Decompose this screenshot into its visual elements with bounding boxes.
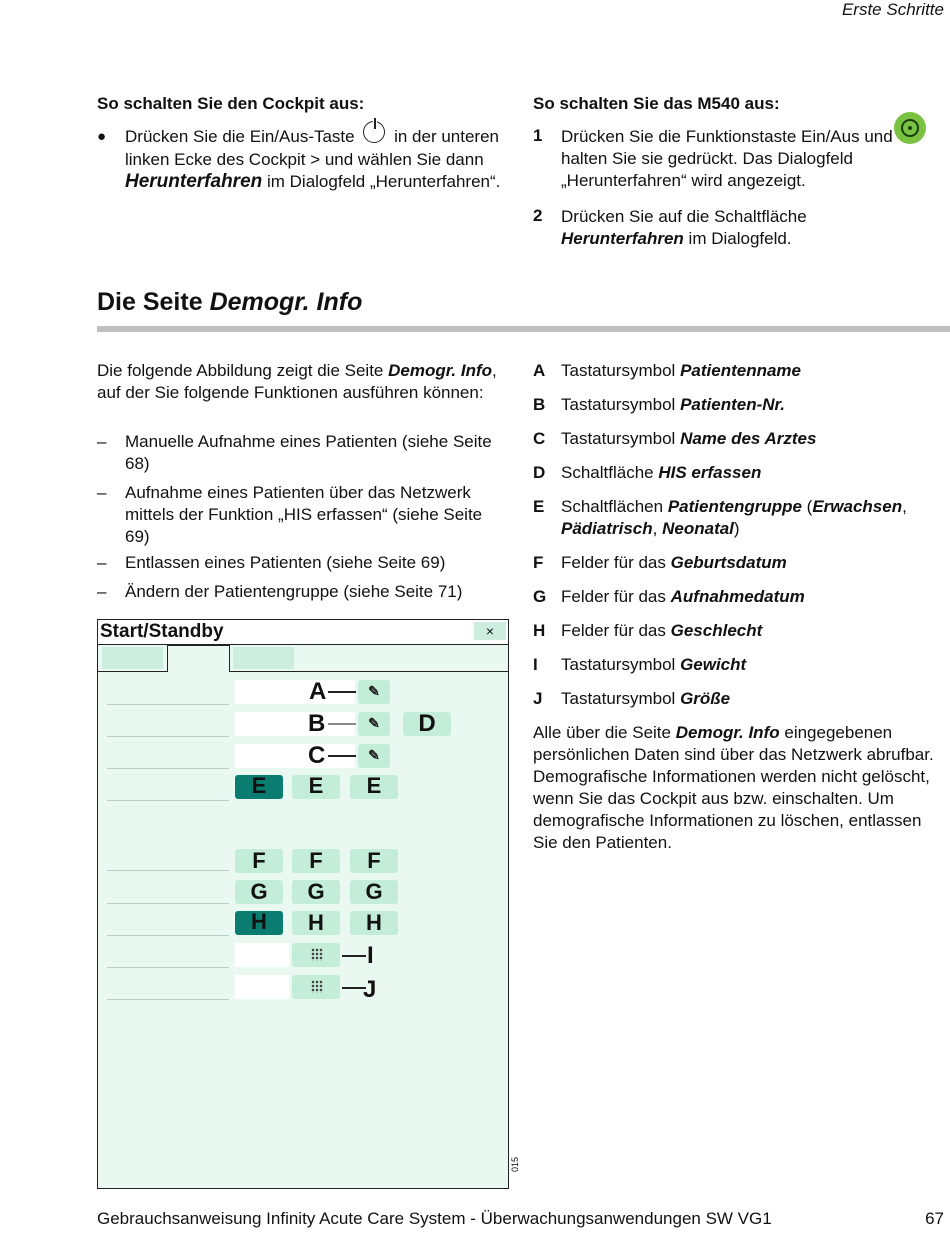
cockpit-shutdown-heading: So schalten Sie den Cockpit aus: [97,94,365,113]
intro-item: Aufnahme eines Patienten über das Netzwerk mittels der Funktion „HIS erfassen“ (siehe Seite 69) [125,483,483,546]
birth-date-field[interactable]: F [292,849,340,873]
label-line [107,800,229,801]
height-keypad-button[interactable] [292,975,340,999]
pencil-icon: ✎ [368,747,380,763]
label-line [107,999,229,1000]
tab-1[interactable] [102,647,163,669]
closing-bold: Demogr. Info [675,723,780,742]
legend-bold: Patientenname [680,361,801,380]
patient-id-keyboard-button[interactable] [358,712,390,736]
label-line [107,967,229,968]
step1-text: Drücken Sie die Funktionstaste Ein/Aus und halten Sie sie gedrückt. Das Dialogfeld „Herunterfahren“ wird angezeigt. [561,127,893,190]
legend-bold: Name des Arztes [680,429,817,448]
legend-bold: Größe [680,689,731,708]
callout-d: D [418,710,436,737]
patient-category-pediatric-button[interactable]: E [292,775,340,799]
section-title-plain: Die Seite [97,288,203,316]
step1-number: 1 [533,126,543,145]
legend-bold: Gewicht [680,655,747,674]
closing-pre: Alle über die Seite [533,723,671,742]
legend-paren: ) [733,519,740,538]
patient-name-keyboard-button[interactable] [358,680,390,704]
legend-letter: F [533,553,544,572]
running-header: Erste Schritte [841,0,944,19]
pencil-icon: ✎ [368,683,380,699]
bullet-dot: ● [97,128,107,145]
legend-bold: Patientengruppe [667,497,802,516]
admit-date-field[interactable]: G [350,880,398,904]
step2-number: 2 [533,206,543,225]
closing-paragraph [533,722,938,854]
intro-dash: – [97,483,107,502]
callout-a: A [309,678,327,705]
height-field[interactable] [235,975,289,999]
legend-letter: I [533,655,538,674]
legend-pre: Felder für das [561,621,666,640]
step2-post: im Dialogfeld. [688,229,792,248]
demogr-info-figure [97,619,509,1189]
legend-bold: Pädiatrisch [561,519,653,538]
legend-sep: , [902,497,907,516]
intro-text [97,360,512,404]
figure-id: 015 [510,1156,520,1172]
callout-line [328,723,356,725]
weight-keypad-button[interactable] [292,943,340,967]
patient-category-adult-button[interactable]: E [235,775,283,799]
tab-bar [98,645,508,672]
section-title [97,288,362,317]
power-icon [363,121,385,143]
callout-line [328,691,356,693]
keypad-icon [311,948,323,961]
label-line [107,870,229,871]
legend-letter: H [533,621,546,640]
step2-pre: Drücken Sie auf die Schaltfläche [561,207,807,226]
legend-bold: Geschlecht [670,621,763,640]
closing-post: eingegebenen persönlichen Daten sind über das Netzwerk abrufbar. Demografische Informationen werden nicht gelöscht, wenn Sie das Cockpit aus bzw. einschalten. Um demografische Informationen zu löschen, entlassen Sie den Patienten. [533,723,934,852]
legend-paren: ( [801,497,813,516]
legend-pre: Schaltflächen [561,497,664,516]
page-number: 67 [925,1209,944,1228]
callout-j: J [363,976,377,1003]
legend-bold: Neonatal [662,519,734,538]
pencil-icon: ✎ [368,715,380,731]
physician-name-keyboard-button[interactable] [358,744,390,768]
tab-demogr-info[interactable] [167,645,230,672]
section-title-italic: Demogr. Info [209,288,363,316]
legend-pre: Tastatursymbol [561,395,676,414]
callout-c: C [308,742,326,769]
intro-bold: Demogr. Info [388,361,493,380]
cockpit-shutdown-text [125,126,515,193]
birth-date-field[interactable]: F [235,849,283,873]
callout-i: I [367,942,374,969]
gender-button[interactable]: H [235,911,283,935]
legend-pre: Tastatursymbol [561,655,676,674]
step2-bold: Herunterfahren [561,229,684,248]
birth-date-field[interactable]: F [350,849,398,873]
legend-letter: C [533,429,546,448]
close-icon[interactable]: × [474,622,506,640]
legend-bold: Geburtsdatum [670,553,787,572]
admit-date-field[interactable]: G [235,880,283,904]
callout-line [328,755,356,757]
callout-line [342,955,366,957]
patient-category-neonatal-button[interactable]: E [350,775,398,799]
intro-item: Manuelle Aufnahme eines Patienten (siehe Seite 68) [125,432,492,473]
his-admit-button[interactable] [403,712,451,736]
legend-pre: Felder für das [561,553,666,572]
legend-letter: E [533,497,545,516]
window-titlebar [98,620,508,645]
gender-button[interactable]: H [350,911,398,935]
legend-pre: Schaltfläche [561,463,654,482]
m540-shutdown-heading: So schalten Sie das M540 aus: [533,94,780,113]
legend-letter: D [533,463,546,482]
legend-bold: Patienten-Nr. [680,395,785,414]
intro-post: , auf der Sie folgende Funktionen ausführen können: [97,361,497,402]
label-line [107,704,229,705]
keypad-icon [311,980,323,993]
callout-b: B [308,710,326,737]
gender-button[interactable]: H [292,911,340,935]
legend-letter: A [533,361,546,380]
legend-letter: G [533,587,547,606]
legend-sep: , [652,519,663,538]
label-line [107,736,229,737]
legend-letter: J [533,689,543,708]
bullet-text-post: im Dialogfeld „Herunterfahren“. [266,171,501,191]
legend-pre: Felder für das [561,587,666,606]
bullet-text-bold: Herunterfahren [125,170,263,192]
footer-text: Gebrauchsanweisung Infinity Acute Care System - Überwachungsanwendungen SW VG1 [97,1209,772,1228]
label-line [107,768,229,769]
label-line [107,935,229,936]
intro-pre: Die folgende Abbildung zeigt die Seite [97,361,384,380]
intro-item: Ändern der Patientengruppe (siehe Seite 71) [125,582,463,601]
bullet-text-mid: in der unteren linken Ecke des Cockpit > und wählen Sie dann [125,127,499,169]
section-rule [97,326,950,332]
legend-bold: Erwachsen [812,497,903,516]
step2-text [561,206,926,250]
window-title: Start/Standby [100,621,224,642]
intro-dash: – [97,553,107,572]
tab-3[interactable] [233,647,294,669]
intro-dash: – [97,582,107,601]
bullet-text-pre: Drücken Sie die Ein/Aus-Taste [125,127,355,146]
legend-bold: HIS erfassen [658,463,762,482]
label-line [107,903,229,904]
intro-dash: – [97,432,107,451]
legend-letter: B [533,395,546,414]
admit-date-field[interactable]: G [292,880,340,904]
legend-pre: Tastatursymbol [561,429,676,448]
legend-pre: Tastatursymbol [561,689,676,708]
weight-field[interactable] [235,943,289,967]
intro-item: Entlassen eines Patienten (siehe Seite 69) [125,553,446,572]
legend-pre: Tastatursymbol [561,361,676,380]
legend-bold: Aufnahmedatum [670,587,805,606]
